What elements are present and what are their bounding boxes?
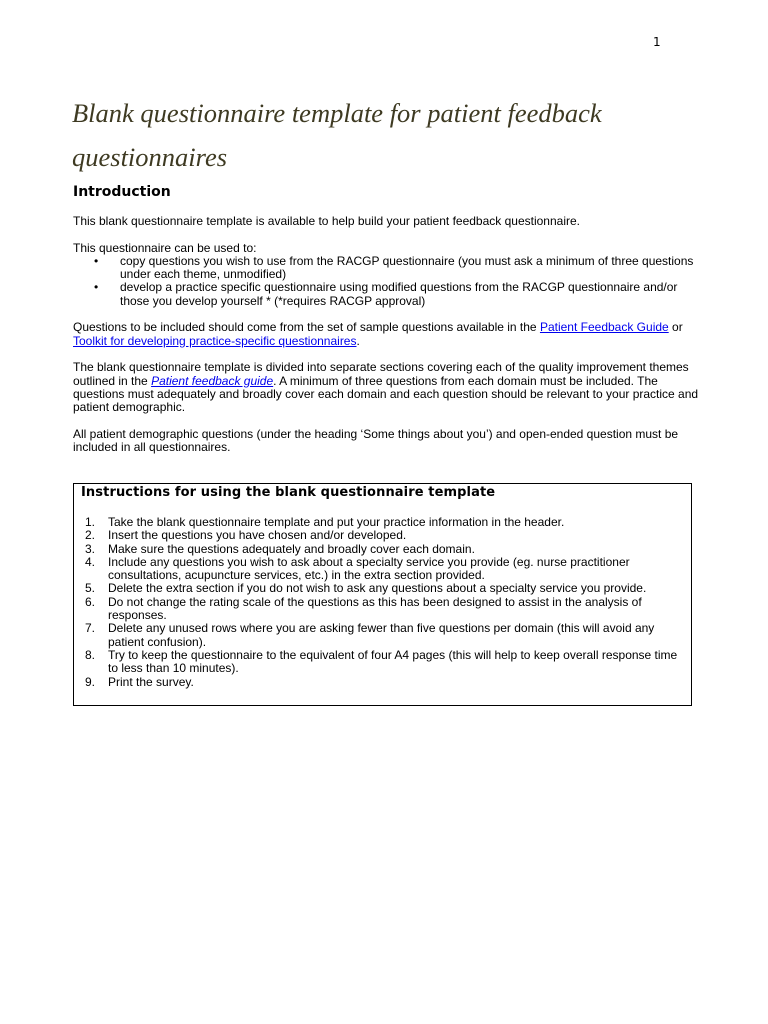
list-item [73, 255, 699, 282]
intro-paragraph-2: This questionnaire can be used to: [73, 240, 257, 255]
step-number: 2. [85, 528, 96, 543]
step-number: 5. [85, 581, 96, 596]
introduction-heading: Introduction [73, 184, 171, 200]
bullet-icon: • [94, 253, 99, 268]
list-item [74, 596, 690, 623]
step-number: 4. [85, 554, 96, 569]
list-item [74, 516, 690, 529]
intro-paragraph-3 [73, 321, 699, 348]
paragraph-text: The blank questionnaire template is divided into separate sections covering each of the quality improvement themes outlined in the [73, 360, 689, 388]
patient-feedback-guide-link[interactable]: Patient Feedback Guide [539, 320, 669, 335]
step-number: 8. [85, 647, 96, 662]
bullet-text: copy questions you wish to use from the RACGP questionnaire (you must ask a minimum of three questions under each theme, unmodified) [120, 253, 694, 282]
list-item [74, 676, 690, 689]
list-item [74, 543, 690, 556]
page-number: 1 [653, 35, 661, 49]
intro-paragraph-1: This blank questionnaire template is available to help build your patient feedback questionnaire. [73, 214, 580, 228]
introduction-body [73, 215, 699, 454]
paragraph-text: . [356, 333, 360, 348]
intro-paragraph-4 [73, 361, 699, 414]
bullet-text: develop a practice specific questionnaire using modified questions from the RACGP questionnaire and/or those you develop yourself * (*requires RACGP approval) [120, 280, 678, 308]
step-text: Take the blank questionnaire template and put your practice information in the header. [108, 515, 565, 529]
step-text: Delete the extra section if you do not wish to ask any questions about a specialty service you provide. [108, 581, 647, 596]
step-text: Delete any unused rows where you are asking fewer than five questions per domain (this will avoid any patient confusion). [108, 621, 655, 649]
step-text: Make sure the questions adequately and broadly cover each domain. [108, 541, 475, 556]
step-number: 9. [85, 674, 96, 689]
paragraph-text: or [668, 320, 683, 335]
list-item [74, 649, 690, 676]
toolkit-link[interactable]: Toolkit for developing practice-specific questionnaires [73, 333, 357, 348]
instructions-box [73, 483, 692, 706]
list-item [73, 281, 699, 308]
instructions-heading: Instructions for using the blank questionnaire template [81, 485, 496, 500]
step-number: 6. [85, 594, 96, 609]
step-text: Do not change the rating scale of the questions as this has been designed to assist in the analysis of responses. [108, 594, 642, 623]
list-item [74, 622, 690, 649]
list-item [74, 556, 690, 583]
step-text: Insert the questions you have chosen and/or developed. [108, 528, 407, 543]
list-item [74, 582, 690, 595]
usage-bullet-list [73, 255, 699, 308]
step-text: Print the survey. [108, 674, 194, 689]
step-number: 7. [85, 621, 96, 636]
page-title: Blank questionnaire template for patient feedback questionnaires [72, 98, 602, 172]
step-text: Try to keep the questionnaire to the equivalent of four A4 pages (this will help to keep overall response time to less than 10 minutes). [108, 647, 678, 676]
patient-feedback-guide-italic-link[interactable]: Patient feedback guide [151, 373, 274, 388]
paragraph-text: . A minimum of three questions from each domain must be included. The questions must adequately and broadly cover each domain and each question should be relevant to your practice and patient demographic. [73, 373, 699, 415]
intro-paragraph-5: All patient demographic questions (under the heading ‘Some things about you’) and open-ended question must be included in all questionnaires. [73, 426, 679, 455]
instructions-list [74, 516, 690, 689]
step-number: 3. [85, 541, 96, 556]
bullet-icon: • [94, 280, 99, 295]
list-item [74, 529, 690, 542]
paragraph-text: Questions to be included should come from the set of sample questions available in the [73, 320, 540, 335]
step-number: 1. [85, 515, 96, 529]
step-text: Include any questions you wish to ask about a specialty service you provide (eg. nurse practitioner consultations, acupuncture services, etc.) in the extra section provided. [108, 554, 630, 583]
